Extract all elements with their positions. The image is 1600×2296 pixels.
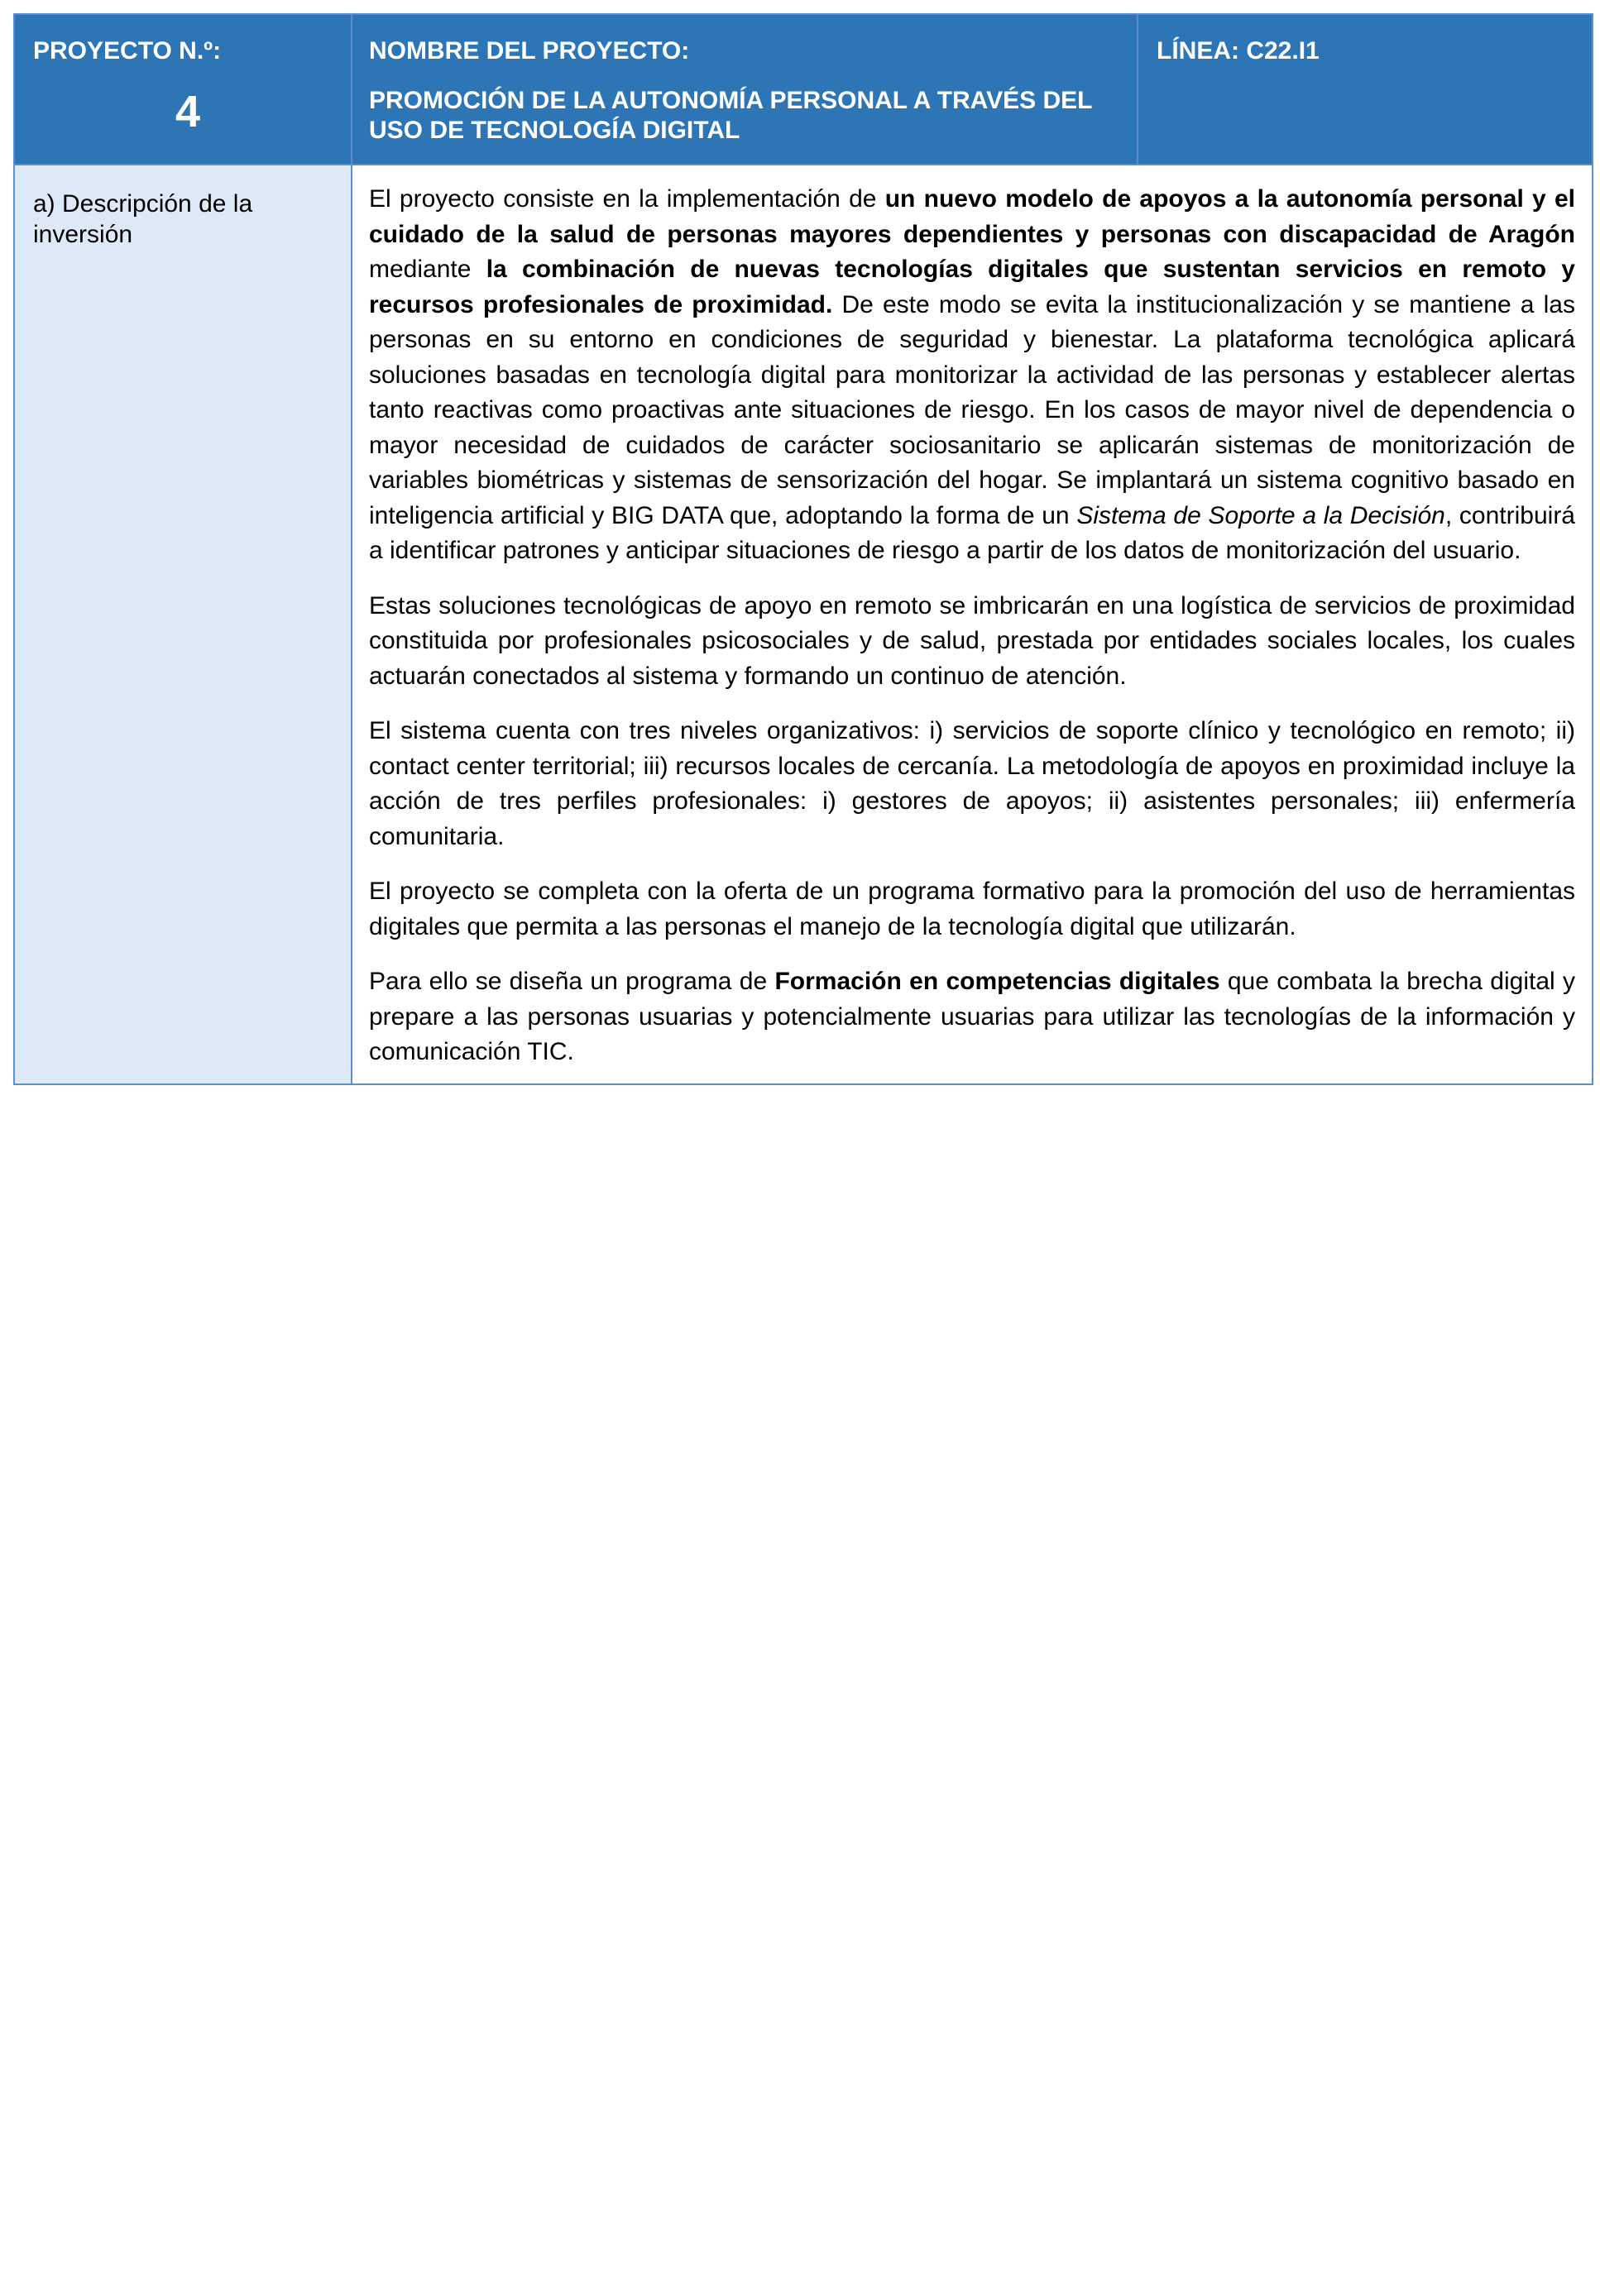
description-label-cell (14, 165, 352, 1084)
description-label: a) Descripción de la inversión (33, 190, 253, 248)
p1-text-3: De este modo se evita la institucionalización y se mantiene a las personas en su entorno en condiciones de seguridad y bienestar. La plataforma tecnológica aplicará soluciones basadas en tecnología digital para monitorizar la actividad de las personas y establecer alertas tanto reactivas como proactivas ante situaciones de riesgo. En los casos de mayor nivel de dependencia o mayor necesidad de cuidados de carácter sociosanitario se aplicarán sistemas de monitorización de variables biométricas y sistemas de sensorización del hogar. Se implantará un sistema cognitivo basado en inteligencia artificial y BIG DATA que, adoptando la forma de un (369, 290, 1575, 529)
p1-bold-2: la combinación de nuevas tecnologías digitales que sustentan servicios en remoto y recursos profesionales de proximidad. (369, 256, 1575, 318)
p1-text-4: , contribuirá a identificar patrones y anticipar situaciones de riesgo a partir de los datos de monitorización del usuario. (369, 501, 1575, 564)
paragraph-1 (369, 182, 1575, 569)
p5-text-1: Para ello se diseña un programa de (369, 968, 775, 995)
project-name-label: NOMBRE DEL PROYECTO: (369, 37, 690, 65)
project-number-label: PROYECTO N.º: (33, 37, 222, 65)
paragraph-4: El proyecto se completa con la oferta de un programa formativo para la promoción del uso de herramientas digitales que permita a las personas el manejo de la tecnología digital que utilizarán. (369, 878, 1575, 940)
project-number-cell (14, 14, 352, 165)
project-name-cell (352, 14, 1138, 165)
p5-text-2: que combata la brecha digital y prepare a las personas usuarias y potencialmente usuarias para utilizar las tecnologías de la información y comunicación TIC. (369, 968, 1575, 1065)
p1-text-2: mediante (369, 256, 486, 283)
project-number-value: 4 (175, 87, 201, 136)
description-content-cell (352, 165, 1593, 1084)
p1-text-1: El proyecto consiste en la implementación de (369, 185, 885, 213)
line-label: LÍNEA: C22.I1 (1157, 37, 1320, 65)
line-cell (1138, 14, 1593, 165)
p5-bold-1: Formación en competencias digitales (774, 968, 1220, 995)
header-row (14, 14, 1593, 165)
project-name-value: PROMOCIÓN DE LA AUTONOMÍA PERSONAL A TRAVÉS DEL USO DE TECNOLOGÍA DIGITAL (369, 87, 1092, 144)
paragraph-5 (369, 964, 1575, 1070)
p1-bold-1: un nuevo modelo de apoyos a la autonomía personal y el cuidado de la salud de personas mayores dependientes y personas con discapacidad de Aragón (369, 185, 1576, 248)
paragraph-3: El sistema cuenta con tres niveles organizativos: i) servicios de soporte clínico y tecnológico en remoto; ii) contact center territorial; iii) recursos locales de cercanía. La metodología de apoyos en proximidad incluye la acción de tres perfiles profesionales: i) gestores de apoyos; ii) asistentes personales; iii) enfermería comunitaria. (369, 717, 1575, 850)
description-content (352, 165, 1592, 1083)
description-row (14, 165, 1593, 1084)
project-sheet-table (13, 13, 1593, 1085)
p1-italic-1: Sistema de Soporte a la Decisión (1076, 501, 1445, 529)
paragraph-2: Estas soluciones tecnológicas de apoyo en remoto se imbricarán en una logística de servicios de proximidad constituida por profesionales psicosociales y de salud, prestada por entidades sociales locales, los cuales actuarán conectados al sistema y formando un continuo de atención. (369, 591, 1575, 690)
